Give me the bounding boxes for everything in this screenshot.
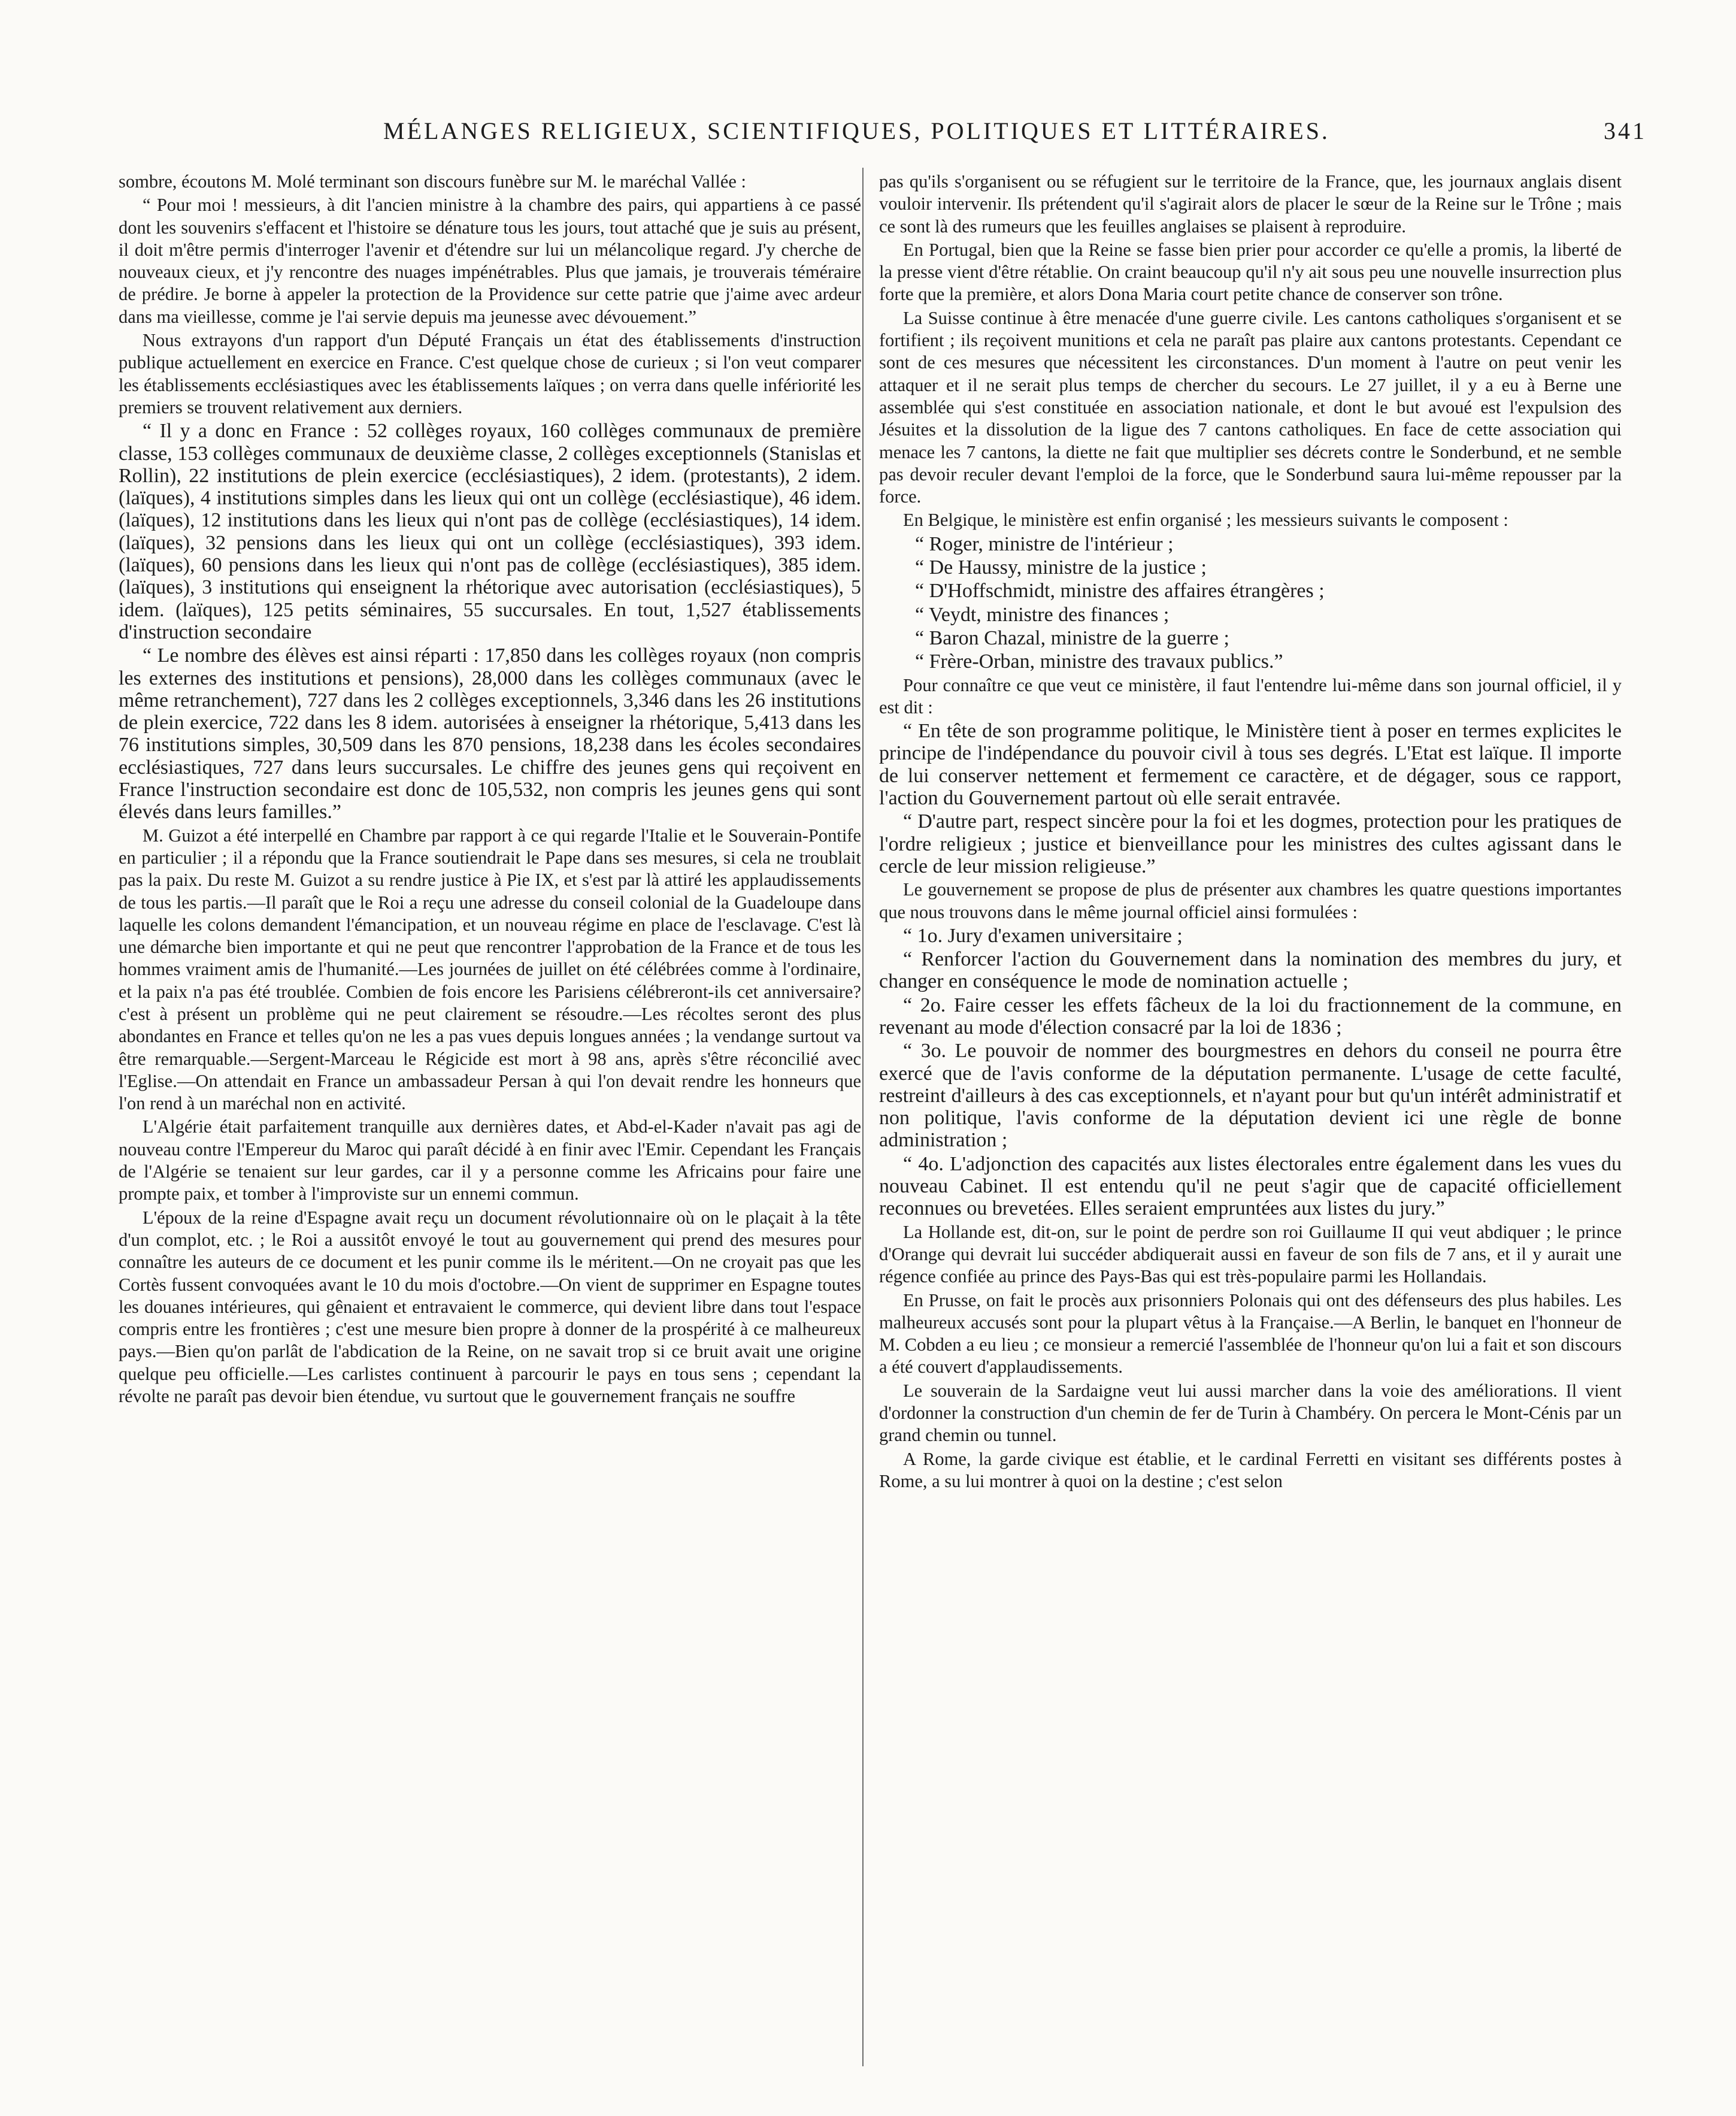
page-header bbox=[108, 117, 1647, 159]
paragraph: Nous extrayons d'un rapport d'un Député Français un état des établissements d'instruction publique actuellement en exercice en France. C'est quelque chose de curieux ; si l'on veut comparer les établissements ecclésiastiques avec les établissements laïques ; on verra dans quelle infériorité les premiers se trouvent relativement aux derniers. bbox=[119, 330, 861, 417]
quoted-paragraph: “ En tête de son programme politique, le Ministère tient à poser en termes explicites le principe de l'indépendance du pouvoir civil à tous ses degrés. L'Etat est laïque. Il importe de lui conserver nettement et fermement ce caractère, et de dégager, sous ce rapport, l'action du Gouvernement partout où elle serait entravée. bbox=[879, 720, 1622, 810]
paragraph: La Hollande est, dit-on, sur le point de perdre son roi Guillaume II qui veut abdiquer ; le prince d'Orange qui devrait lui succéder abdiquerait aussi en faveur de son fils de 7 ans, et il y aurait une régence confiée au prince des Pays-Bas qui est très-populaire parmi les Hollandais. bbox=[879, 1221, 1622, 1287]
minister-item: “ Veydt, ministre des finances ; bbox=[915, 603, 1170, 626]
quoted-paragraph: “ D'autre part, respect sincère pour la foi et les dogmes, protection pour les pratiques de l'ordre religieux ; justice et bienveillance pour les ministres des cultes agissant dans le cercle de leur mission religieuse.” bbox=[879, 810, 1622, 877]
paragraph: A Rome, la garde civique est établie, et le cardinal Ferretti en visitant ses différents postes à Rome, a su lui montrer à quoi on la destine ; c'est selon bbox=[879, 1448, 1622, 1491]
paragraph: Pour connaître ce que veut ce ministère, il faut l'entendre lui-même dans son journal officiel, il y est dit : bbox=[879, 674, 1622, 718]
running-title: MÉLANGES RELIGIEUX, SCIENTIFIQUES, POLITIQUES ET LITTÉRAIRES. bbox=[383, 117, 1330, 144]
paragraph: Le souverain de la Sardaigne veut lui aussi marcher dans la voie des améliorations. Il vient d'ordonner la construction d'un chemin de fer de Turin à Chambéry. On percera le Mont-Cénis par un grand chemin ou tunnel. bbox=[879, 1380, 1622, 1446]
minister-item: “ Baron Chazal, ministre de la guerre ; bbox=[915, 626, 1229, 649]
question-item: “ Renforcer l'action du Gouvernement dans la nomination des membres du jury, et changer en conséquence le mode de nomination actuelle ; bbox=[879, 948, 1622, 993]
question-item: “ 2o. Faire cesser les effets fâcheux de la loi du fractionnement de la commune, en revenant au mode d'élection consacré par la loi de 1836 ; bbox=[879, 994, 1622, 1039]
paragraph: “ Le nombre des élèves est ainsi réparti : 17,850 dans les collèges royaux (non compris les externes des institutions et pensions), 28,000 dans les collèges communaux (avec le même retranchement), 727 dans les 2 collèges exceptionnels, 3,346 dans les 26 institutions de plein exercice, 722 dans les 8 idem. autorisées à enseigner la rhétorique, 5,413 dans les 76 institutions simples, 30,509 dans les 870 pensions, 18,238 dans les écoles secondaires ecclésiastiques, 727 dans leurs succursales. Le chiffre des jeunes gens qui reçoivent en France l'instruction secondaire est donc de 105,532, non compris les jeunes gens qui sont élevés dans leurs familles.” bbox=[119, 644, 861, 824]
paragraph: M. Guizot a été interpellé en Chambre par rapport à ce qui regarde l'Italie et le Souverain-Pontife en particulier ; il a répondu que la France soutiendrait le Pape dans ses mesures, si cela ne troublait pas la paix. Du reste M. Guizot a su rendre justice à Pie IX, et s'est par là attiré les applaudissements de tous les partis.—Il paraît que le Roi a reçu une adresse du conseil colonial de la Guadeloupe dans laquelle les colons demandent l'émancipation, et un nouveau régime en place de l'esclavage. C'est là une démarche bien importante et qui ne peut que rencontrer l'approbation de la France et de tous les hommes vraiment amis de l'humanité.—Les journées de juillet on été célébrées comme à l'ordinaire, et la paix n'a pas été troublée. Combien de fois encore les Parisiens célébreront-ils cet anniversaire? c'est à présent un problème qui ne peut clairement se résoudre.—Les récoltes seront des plus abondantes en France et telles qu'on ne les a pas vues depuis longues années ; la vendange surtout va être remarquable.—Sergent-Marceau le Régicide est mort à 98 ans, après s'être réconcilié avec l'Eglise.—On attendait en France un ambassadeur Persan à qui l'on devait rendre les honneurs que l'on rend à un maréchal non en activité. bbox=[119, 825, 861, 1114]
paragraph: L'époux de la reine d'Espagne avait reçu un document révolutionnaire où on le plaçait à la tête d'un complot, etc. ; le Roi a aussitôt envoyé le tout au gouvernement qui prend des mesures pour connaître les auteurs de ce document et les punir comme ils le méritent.—On ne croyait pas que les Cortès fussent convoquées avant le 10 du mois d'octobre.—On vient de supprimer en Espagne toutes les douanes intérieures, qui gênaient et entravaient le commerce, qui devient libre dans tout l'espace compris entre les frontières ; c'est une mesure bien propre à donner de la prospérité à ce malheureux pays.—Bien qu'on parlât de l'abdication de la Reine, on ne savait trop si ce bruit avait une origine quelque peu officielle.—Les carlistes continuent à parcourir le pays en tous sens ; cependant la révolte ne paraît pas devoir bien étendue, vu surtout que le gouvernement français ne souffre bbox=[119, 1207, 861, 1407]
question-item: “ 1o. Jury d'examen universitaire ; bbox=[903, 924, 1183, 947]
minister-item: “ Roger, ministre de l'intérieur ; bbox=[915, 532, 1174, 555]
paragraph: Le gouvernement se propose de plus de présenter aux chambres les quatre questions importantes que nous trouvons dans le même journal officiel ainsi formulées : bbox=[879, 879, 1622, 922]
paragraph: pas qu'ils s'organisent ou se réfugient sur le territoire de la France, que, les journaux anglais disent vouloir intervenir. Ils prétendent qu'il s'agirait alors de placer le sœur de la Reine sur le Trône ; mais ce sont là des rumeurs que les feuilles anglaises se plaisent à reproduire. bbox=[879, 171, 1622, 237]
right-column bbox=[879, 171, 1622, 1493]
paragraph: “ Il y a donc en France : 52 collèges royaux, 160 collèges communaux de première classe, 153 collèges communaux de deuxième classe, 2 collèges exceptionnels (Stanislas et Rollin), 22 institutions de plein exercice (ecclésiastiques), 2 idem. (protestants), 2 idem. (laïques), 4 institutions simples dans les lieux qui ont un collège (ecclésiastique), 46 idem. (laïques), 12 institutions dans les lieux qui n'ont pas de collège (ecclésiastiques), 14 idem. (laïques), 32 pensions dans les lieux qui ont un collège (ecclésiastiques), 393 idem. (laïques), 60 pensions dans les lieux qui n'ont pas de collège (ecclésiastiques), 385 idem. (laïques), 3 institutions qui enseignent la rhétorique avec autorisation (ecclésiastiques), 5 idem. (laïques), 125 petits séminaires, 55 succursales. En tout, 1,527 établissements d'instruction secondaire bbox=[119, 420, 861, 643]
paragraph: “ Pour moi ! messieurs, à dit l'ancien ministre à la chambre des pairs, qui appartiens à ce passé dont les souvenirs s'effacent et l'histoire se dénature tous les jours, tout attaché que je suis au présent, il doit m'être permis d'interroger l'avenir et d'étendre sur lui un mélancolique regard. J'y cherche de nouveaux cieux, et j'y rencontre des nuages impénétrables. Plus que jamais, je trouverais téméraire de prédire. Je borne à appeler la protection de la Providence sur cette patrie que j'aime avec ardeur dans ma vieillesse, comme je l'ai servie depuis ma jeunesse avec dévouement.” bbox=[119, 195, 861, 327]
question-item: “ 4o. L'adjonction des capacités aux listes électorales entre également dans les vues du nouveau Cabinet. Il est entendu qu'il ne peut s'agir que de capacité officiellement reconnues ou brevetées. Elles seraient empruntées aux listes du jury.” bbox=[879, 1152, 1622, 1220]
paragraph: En Portugal, bien que la Reine se fasse bien prier pour accorder ce qu'elle a promis, la liberté de la presse vient d'être rétablie. On craint beaucoup qu'il n'y ait sous peu une nouvelle insurrection plus forte que la première, et alors Dona Maria court petite chance de conserver son trône. bbox=[879, 239, 1622, 305]
paragraph: En Prusse, on fait le procès aux prisonniers Polonais qui ont des défenseurs des plus habiles. Les malheureux accusés sont pour la plupart vêtus à la Française.—A Berlin, le banquet en l'honneur de M. Cobden a eu lieu ; ce monsieur a remercié l'assemblée de l'honneur qu'on lui a fait et son discours a été couvert d'applaudissements. bbox=[879, 1289, 1622, 1378]
minister-item: “ Frère-Orban, ministre des travaux publics.” bbox=[915, 650, 1283, 673]
question-item: “ 3o. Le pouvoir de nommer des bourgmestres en dehors du conseil ne pourra être exercé que de l'avis conforme de la députation permanente. L'usage de cette faculté, restreint d'ailleurs à des cas exceptionnels, et n'ayant pour but qu'un intérêt administratif et non politique, l'avis conforme de la députation devient ici une règle de bonne administration ; bbox=[879, 1040, 1622, 1152]
column-divider bbox=[862, 168, 864, 2066]
paragraph: La Suisse continue à être menacée d'une guerre civile. Les cantons catholiques s'organisent et se fortifient ; ils reçoivent munitions et cela ne paraît pas plaire aux cantons protestants. Cependant ce sont de ces mesures que nécessitent les circonstances. D'un moment à l'autre on peut venir les attaquer et il ne serait plus temps de chercher du secours. Le 27 juillet, il y a eu à Berne une assemblée qui s'est constituée en association nationale, et dont le but avoué est l'expulsion des Jésuites et la dissolution de la ligue des 7 cantons catholiques. En face de cette association qui menace les 7 cantons, la diette ne fait que multiplier ses décrets contre le Sonderbund, et ne semble pas devoir reculer devant l'emploi de la force, que le Sonderbund saura lui-même repousser par la force. bbox=[879, 307, 1622, 507]
paragraph: En Belgique, le ministère est enfin organisé ; les messieurs suivants le composent : bbox=[903, 510, 1508, 531]
minister-item: “ D'Hoffschmidt, ministre des affaires étrangères ; bbox=[915, 580, 1325, 603]
paragraph: L'Algérie était parfaitement tranquille aux dernières dates, et Abd-el-Kader n'avait pas agi de nouveau contre l'Empereur du Maroc qui paraît décidé à en finir avec l'Emir. Cependant les Français de l'Algérie se tenaient sur leur gardes, car il y a personne comme les Africains pour faire une prompte paix, et tomber à l'improviste sur un ennemi commun. bbox=[119, 1116, 861, 1204]
page-number: 341 bbox=[1604, 117, 1647, 144]
paragraph: sombre, écoutons M. Molé terminant son discours funèbre sur M. le maréchal Vallée : bbox=[119, 171, 747, 192]
minister-item: “ De Haussy, ministre de la justice ; bbox=[915, 556, 1207, 579]
left-column bbox=[119, 171, 861, 1407]
